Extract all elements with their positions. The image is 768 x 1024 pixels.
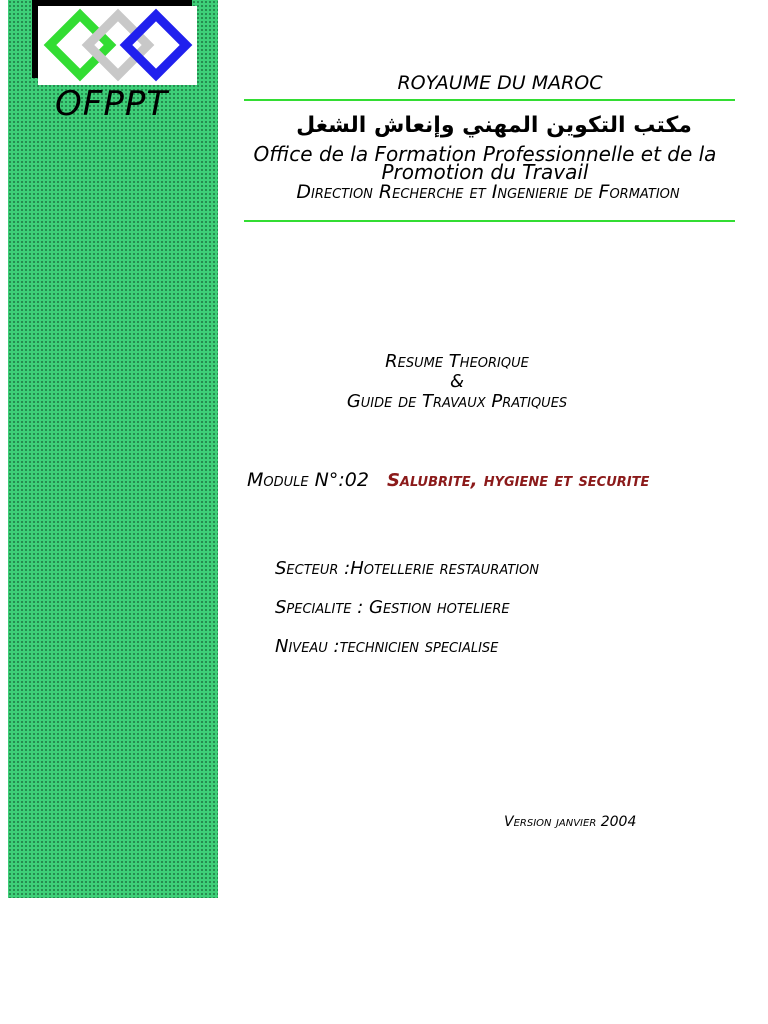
- document-type: [240, 352, 674, 412]
- logo-diamonds-icon: [38, 6, 197, 85]
- country-title: ROYAUME DU MAROC: [397, 72, 603, 94]
- divider-top: [244, 99, 735, 101]
- secteur-line: Secteur :Hotellerie restauration: [275, 558, 539, 579]
- office-name: [240, 142, 730, 184]
- logo-green-diamond: [50, 15, 110, 75]
- logo-grey-diamond: [88, 15, 148, 75]
- module-title: Salubrite, hygiene et securite: [386, 470, 650, 491]
- divider-bottom: [244, 220, 735, 222]
- niveau-line: Niveau :technicien specialise: [275, 636, 499, 657]
- direction-name: Direction Recherche et Ingenierie de Formation: [296, 181, 680, 203]
- ofppt-logo: [38, 6, 197, 85]
- version-date: Version janvier 2004: [504, 814, 637, 830]
- document-line-1: Resume Theorique: [385, 351, 529, 372]
- module-number: Module N°:02: [247, 469, 369, 491]
- decorative-sidebar: [8, 0, 218, 898]
- document-line-2: &: [449, 371, 465, 392]
- module-heading: [247, 469, 649, 491]
- office-line-2: Promotion du Travail: [381, 160, 589, 184]
- logo-blue-diamond: [126, 15, 186, 75]
- document-line-3: Guide de Travaux Pratiques: [346, 391, 568, 412]
- specialite-line: Specialite : Gestion hoteliere: [275, 597, 510, 618]
- arabic-institution-name: مكتب التكوين المهني وإنعاش الشغل: [296, 113, 692, 138]
- office-line-1: Office de la Formation Professionnelle et de la: [253, 142, 717, 166]
- logo-name: OFPPT: [55, 84, 169, 124]
